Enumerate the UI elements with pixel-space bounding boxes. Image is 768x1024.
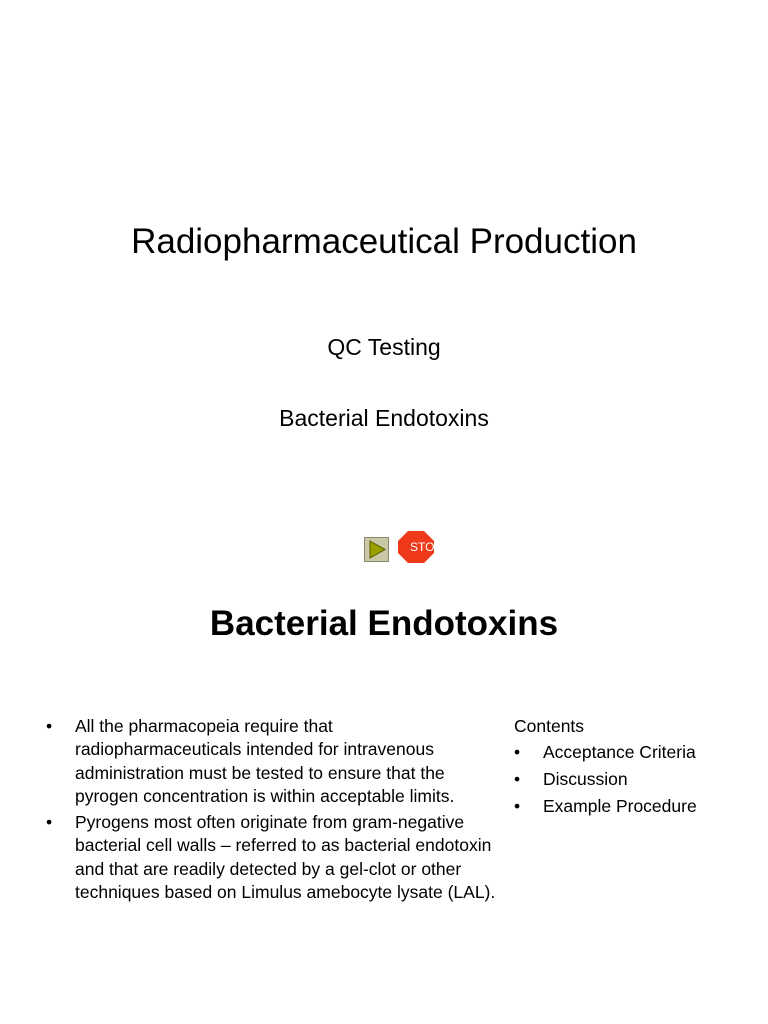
bullet-marker: •: [46, 716, 53, 736]
stop-button[interactable]: [397, 530, 443, 564]
play-button[interactable]: [364, 537, 389, 562]
contents-item-label: Example Procedure: [543, 796, 697, 817]
bullet-marker: •: [514, 742, 521, 763]
slide-title: Radiopharmaceutical Production: [131, 222, 637, 261]
bullet-text: All the pharmacopeia require that radiopharmaceuticals intended for intravenous administration must be tested to ensure that the pyrogen concentration is within acceptable limits.: [75, 716, 455, 806]
bullet-marker: •: [514, 769, 521, 790]
contents-panel: [514, 715, 754, 822]
list-item: [46, 811, 496, 904]
slide-subtitle-qc-testing: QC Testing: [327, 334, 441, 360]
bullet-marker: •: [46, 812, 53, 833]
body-bullet-list: [46, 715, 496, 907]
bullet-text: Pyrogens most often originate from gram-negative bacterial cell walls – referred to as bacterial endotoxin and that are readily detected by a gel-clot or other techniques based on Limulus amebocyte lysate (LAL).: [75, 812, 496, 903]
contents-item-example-procedure: [514, 795, 754, 822]
contents-item-acceptance-criteria: [514, 741, 754, 768]
contents-heading: Contents: [514, 716, 585, 736]
stop-button-label: STOP: [410, 540, 443, 554]
play-triangle-icon: [365, 538, 388, 561]
list-item: [46, 715, 496, 808]
slide-subtitle-endotoxins: Bacterial Endotoxins: [279, 405, 489, 431]
section-title: Bacterial Endotoxins: [209, 604, 559, 643]
contents-item-label: Acceptance Criteria: [543, 742, 696, 763]
bullet-marker: •: [514, 796, 521, 817]
contents-item-label: Discussion: [543, 769, 628, 790]
contents-item-discussion: [514, 768, 754, 795]
